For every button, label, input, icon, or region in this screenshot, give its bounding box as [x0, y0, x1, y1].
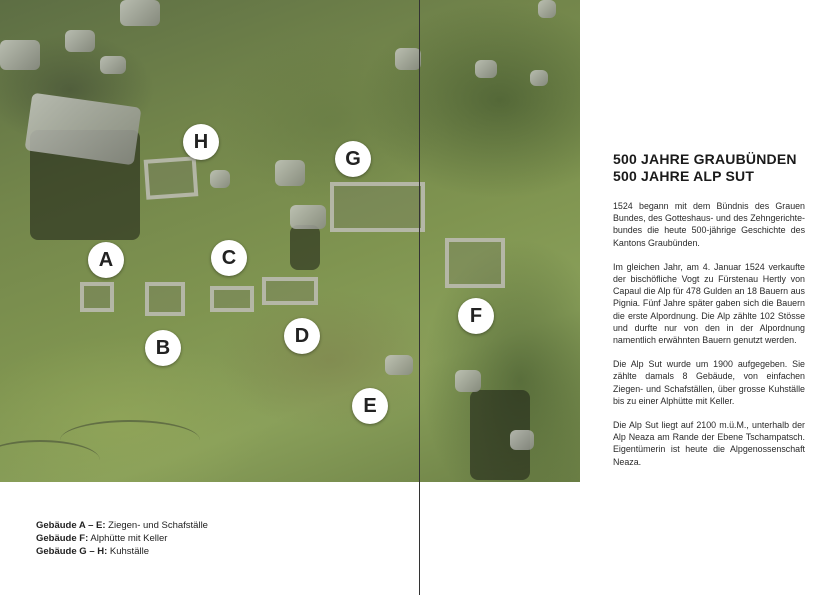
legend-row	[36, 532, 208, 545]
legend-value: Ziegen- und Schafställe	[105, 520, 208, 531]
paragraph-3: Die Alp Sut wurde um 1900 aufgegeben. Sie zählte damals 8 Gebäude, von einfachen Ziegen- und Schafställen, über grosse Kuhställe bis zu einer Alphütte mit Keller.	[613, 359, 805, 406]
building-legend	[36, 519, 208, 558]
marker-h: H	[183, 124, 219, 160]
article-column	[613, 151, 805, 480]
page-fold-line	[419, 0, 420, 595]
marker-a: A	[88, 242, 124, 278]
article-heading	[613, 151, 805, 185]
legend-key: Gebäude G – H:	[36, 546, 108, 557]
paragraph-1: 1524 begann mit dem Bündnis des Grauen Bundes, des Gotteshaus- und des Zehngerichte-bundes die heute 500-jährige Geschichte des Kantons Graubünden.	[613, 201, 805, 248]
paragraph-4: Die Alp Sut liegt auf 2100 m.ü.M., unterhalb der Alp Neaza am Rande der Ebene Tschampatsch. Eigentümerin ist heute die Alpgenossenschaft Neaza.	[613, 420, 805, 467]
legend-row	[36, 519, 208, 532]
legend-value: Alphütte mit Keller	[88, 533, 168, 544]
marker-e: E	[352, 388, 388, 424]
marker-b: B	[145, 330, 181, 366]
legend-key: Gebäude A – E:	[36, 520, 106, 531]
marker-g: G	[335, 141, 371, 177]
marker-d: D	[284, 318, 320, 354]
legend-value: Kuhställe	[107, 546, 149, 557]
legend-row	[36, 545, 208, 558]
legend-key: Gebäude F:	[36, 533, 89, 544]
marker-f: F	[458, 298, 494, 334]
heading-line-1: 500 JAHRE GRAUBÜNDEN	[613, 151, 797, 167]
paragraph-2: Im gleichen Jahr, am 4. Januar 1524 verkaufte der bischöfliche Vogt zu Fürstenau Hertly von Capaul die Alp für 478 Gulden an 18 Bauern aus Pignia. Fünf Jahre später gaben sich die Bauern die erste Alpordnung. Die Alp zählte 102 Stösse und durfte nur von den in der Alpordnung namentlich erwähnten Bauern genutzt werden.	[613, 261, 805, 346]
heading-line-2: 500 JAHRE ALP SUT	[613, 168, 755, 184]
marker-c: C	[211, 240, 247, 276]
